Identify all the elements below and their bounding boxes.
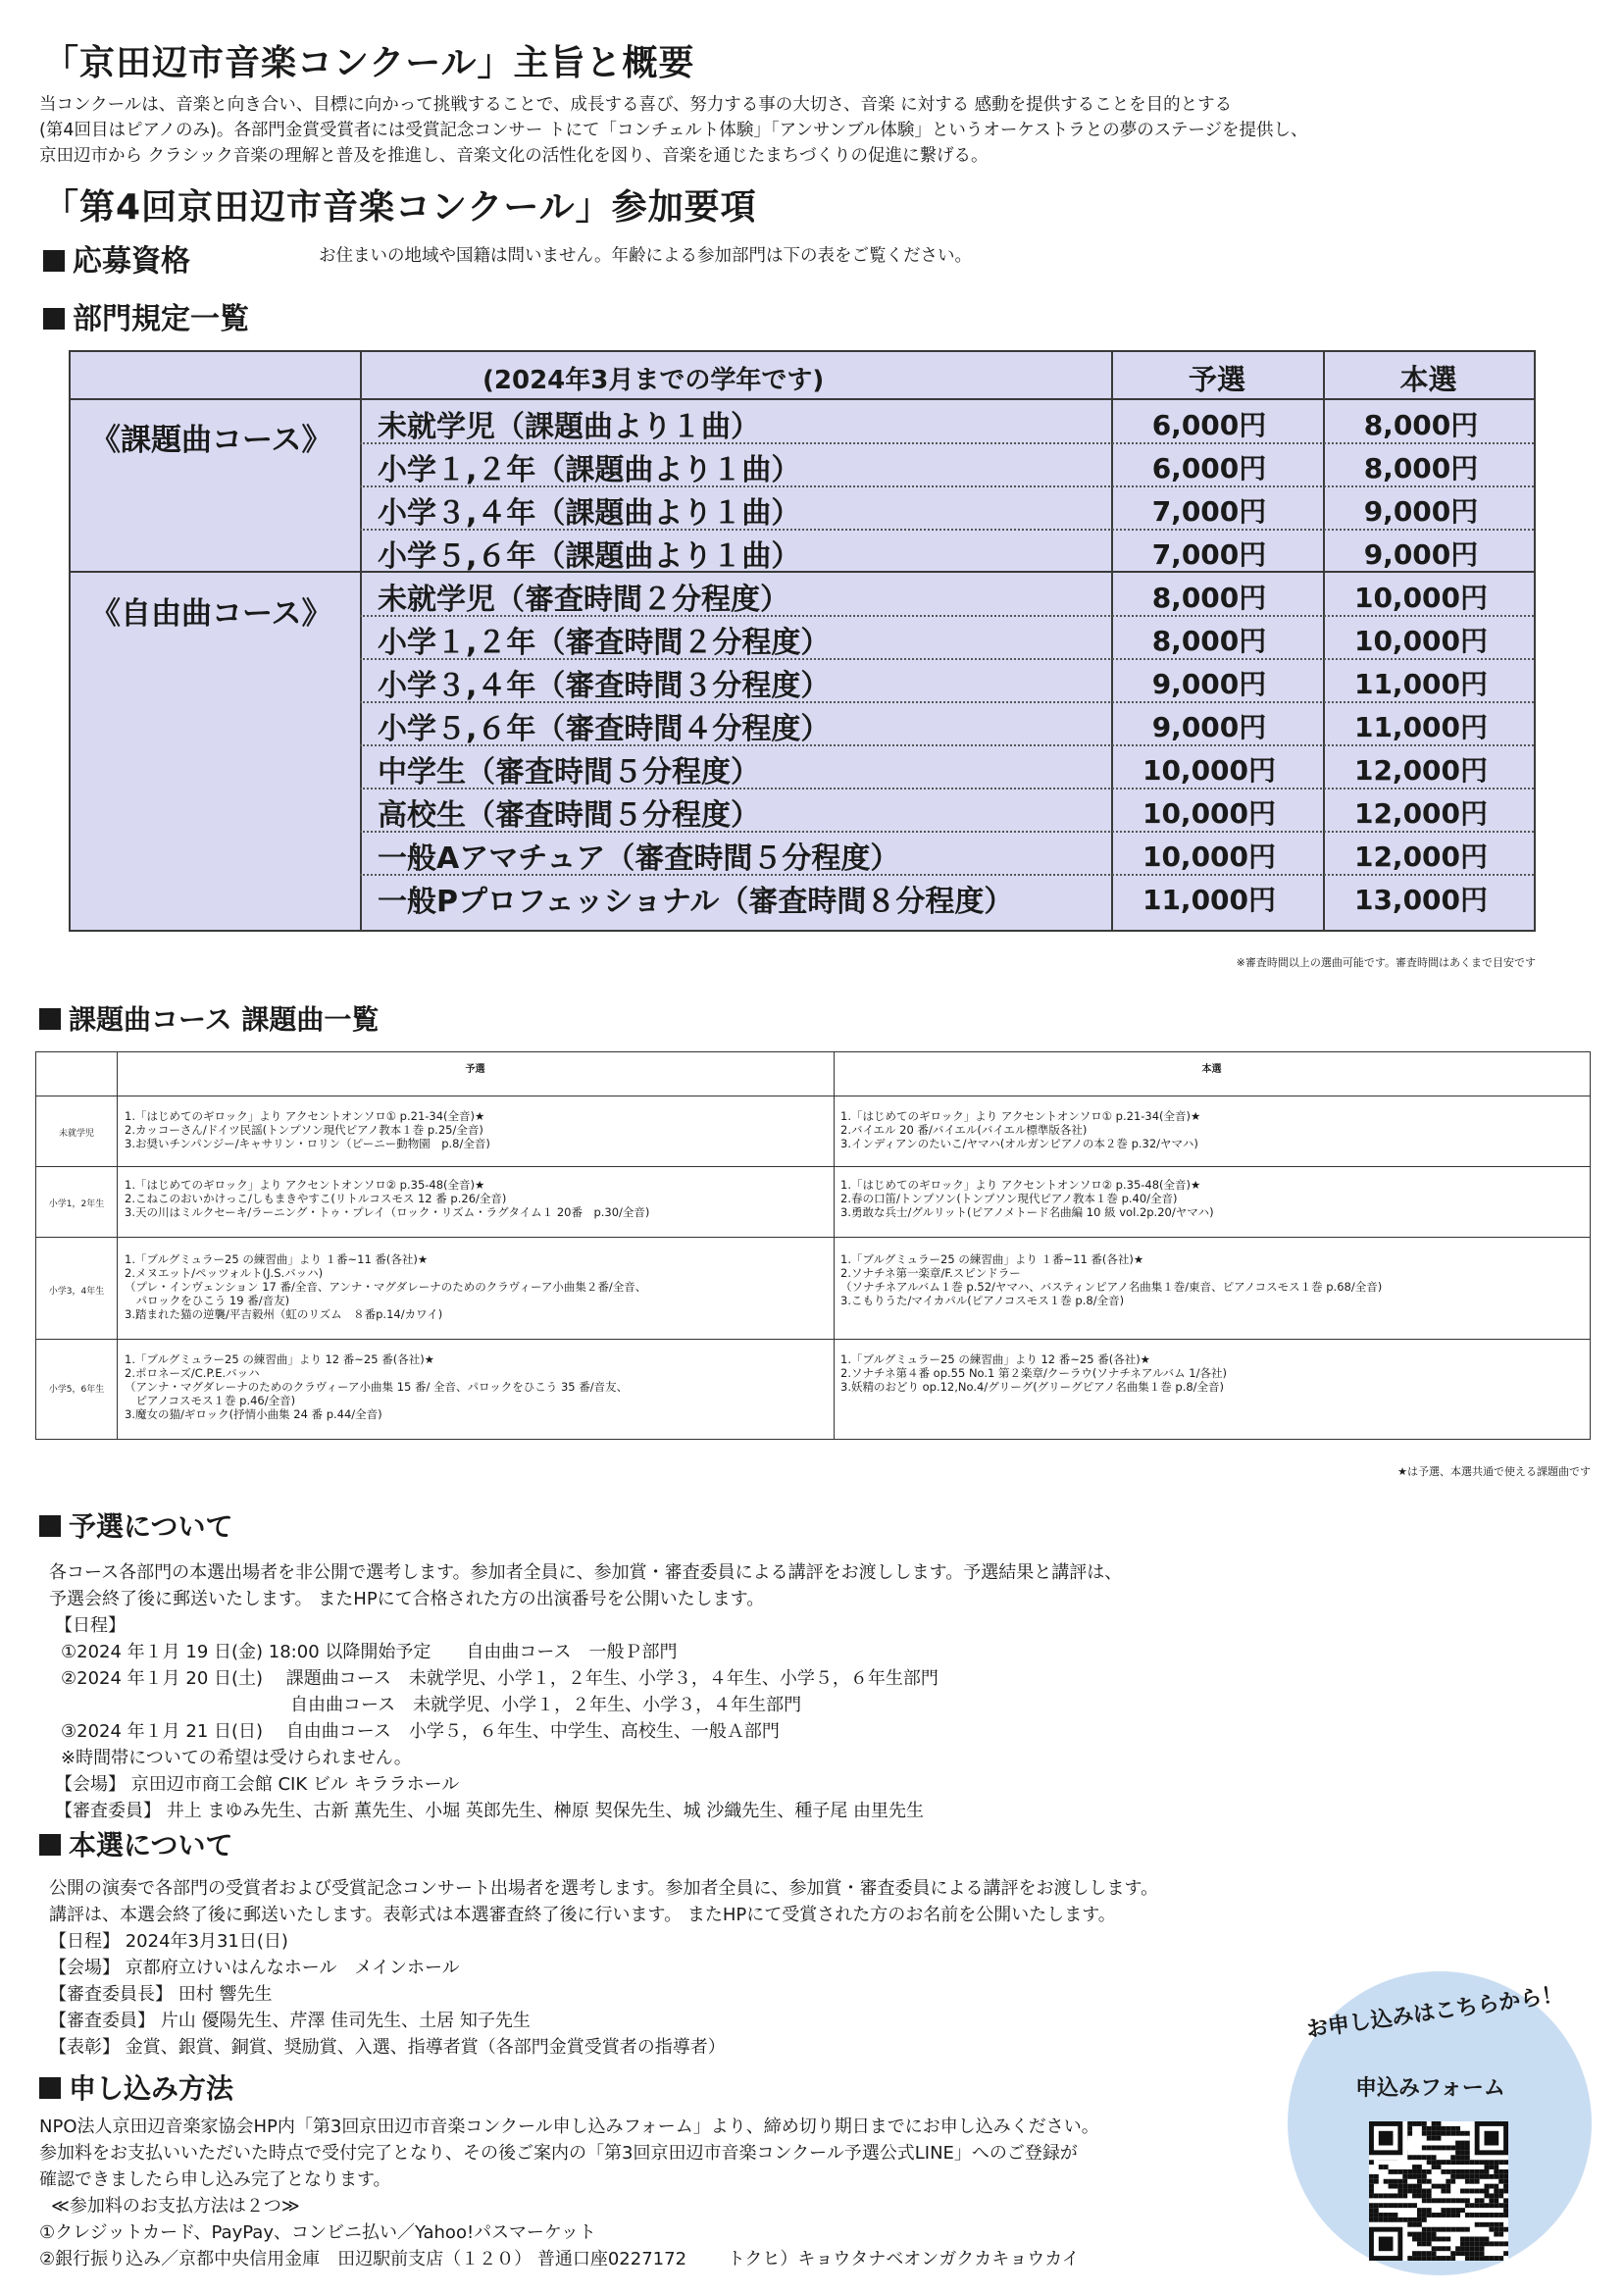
fee-row: 小学５,６年（課題曲より１曲） 7,000円 9,000円 — [378, 538, 1479, 574]
overview-title: 「京田辺市音楽コンクール」主旨と概要 — [43, 43, 695, 83]
pieces-col-prelim: 予選 — [465, 1064, 485, 1075]
fee-row: 一般Aアマチュア（審査時間５分程度） 10,000円 12,000円 — [378, 841, 1489, 876]
section-square-icon — [39, 1515, 61, 1537]
pieces-final-cell: 1.「ブルグミュラー25 の練習曲」より 12 番~25 番(各社)★ 2.ソナチネ第４番 op.55 No.1 第２楽章/クーラウ(ソナチネアルバム 1/各社) 3.妖精のおどり op.12,No.4/グリーグ(グリーグピアノ名曲集１巻 p.8/全音) — [840, 1352, 1227, 1394]
fee-row: 小学１,２年（審査時間２分程度） 8,000円 10,000円 — [378, 625, 1489, 660]
section-square-icon — [39, 2077, 61, 2099]
pieces-final-cell: 1.「ブルグミュラー25 の練習曲」より １番~11 番(各社)★ 2.ソナチネ第一楽章/F.スピンドラー （ソナチネアルバム１巻 p.52/ヤマハ、バスティンピアノ名曲集１巻/東音、ピアノコスモス１巻 p.68/全音) 3.こもりうた/マイカパル(ピアノコスモス１巻 p.8/全音) — [840, 1252, 1383, 1307]
apply-body: NPO法人京田辺音楽家協会HP内「第3回京田辺市音楽コンクール申し込みフォーム」より、締め切り期日までにお申し込みください。 参加料をお支払いいただいた時点で受付完了となり、その後ご案内の「第3回京田辺市音楽コンクール予選公式LINE」へのご登録が 確認できましたら申し込み完了となります。 ≪参加料のお支払方法は２つ≫ ①クレジットカード、PayPay、コンビニ払い／Yahoo!パスマーケット ②銀行振り込み／京都中央信用金庫 田辺駅前支店（１２０） 普通口座0227172 トクヒ）キョウタナベオンガクカキョウカイ — [39, 2116, 1099, 2269]
eligibility-heading: 応募資格 — [43, 236, 190, 280]
fee-row: 高校生（審査時間５分程度） 10,000円 12,000円 — [378, 797, 1489, 833]
course-name-set-piece: 《課題曲コース》 — [90, 423, 332, 458]
fee-row: 小学１,２年（課題曲より１曲） 6,000円 8,000円 — [378, 452, 1479, 487]
fee-row: 一般Pプロフェッショナル（審査時間８分程度） 11,000円 13,000円 — [378, 884, 1489, 919]
fee-row: 小学３,４年（課題曲より１曲） 7,000円 9,000円 — [378, 495, 1479, 531]
fee-table — [69, 350, 1536, 932]
final-heading: 本選について — [39, 1824, 232, 1863]
pieces-final-cell: 1.「はじめてのギロック」より アクセントオンソロ① p.21-34(全音)★ 2.バイエル 20 番/バイエル(バイエル標準版各社) 3.インディアンのたいこ/ヤマハ(オルガンピアノの本２巻 p.32/ヤマハ) — [840, 1109, 1201, 1150]
eligibility-text: お住まいの地域や国籍は問いません。年齢による参加部門は下の表をご覧ください。 — [319, 246, 973, 266]
pieces-prelim-cell: 1.「はじめてのギロック」より アクセントオンソロ② p.35-48(全音)★ 2.こねこのおいかけっこ/しもまきやすこ(リトルコスモス 12 番 p.26/全音) 3.天の川はミルクセーキ/ラーニング・トゥ・プレイ（ロック・リズム・ラグタイム１ 20番 p.30/全音) — [125, 1178, 650, 1219]
qr-code-icon[interactable] — [1369, 2121, 1508, 2261]
pieces-grade: 小学1，2年生 — [48, 1199, 105, 1209]
divisions-heading: 部門規定一覧 — [43, 294, 249, 337]
pieces-col-final: 本選 — [1201, 1064, 1222, 1075]
pieces-grade: 小学3，4年生 — [48, 1287, 105, 1297]
apply-form-label: 申込みフォーム — [1355, 2076, 1505, 2101]
overview-line: 京田辺市から クラシック音楽の理解と普及を推進し、音楽文化の活性化を図り、音楽を通じたまちづくりの促進に繋げる。 — [39, 146, 989, 166]
fee-row: 中学生（審査時間５分程度） 10,000円 12,000円 — [378, 754, 1489, 790]
pieces-prelim-cell: 1.「ブルグミュラー25 の練習曲」より 12 番~25 番(各社)★ 2.ポロネーズ/C.P.E.バッハ （アンナ・マグダレーナのためのクラヴィーア小曲集 15 番/ 全音、パロックをひこう 35 番/音友、 ピアノコスモス１巻 p.46/全音) 3.魔女の猫/ギロック(抒情小曲集 24 番 p.44/全音) — [125, 1352, 629, 1421]
fee-table-header-note: (2024年3月までの学年です) — [482, 366, 825, 395]
fee-row: 未就学児（審査時間２分程度） 8,000円 10,000円 — [378, 582, 1489, 617]
pieces-final-cell: 1.「はじめてのギロック」より アクセントオンソロ② p.35-48(全音)★ 2.春の口笛/トンプソン(トンプソン現代ピアノ教本１巻 p.40/全音) 3.勇敢な兵士/グルリット(ピアノメトード名曲編 10 級 vol.2p.20/ヤマハ) — [840, 1178, 1214, 1219]
fee-row: 未就学児（課題曲より１曲） 6,000円 8,000円 — [378, 409, 1479, 444]
final-body: 公開の演奏で各部門の受賞者および受賞記念コンサート出場者を選考します。参加者全員に、参加賞・審査委員による講評をお渡しします。 講評は、本選会終了後に郵送いたします。表彰式は本選審査終了後に行います。 またHPにて受賞された方のお名前を公開いたします。 【日程】 2024年3月31日(日) 【会場】 京都府立けいはんなホール メインホール 【審査委員長】 田村 響先生 【審査委員】 片山 優陽先生、芹澤 佳司先生、土居 知子先生 【表彰】 金賞、銀賞、銅賞、奨励賞、入選、指導者賞（各部門金賞受賞者の指導者） — [49, 1878, 1159, 2058]
pieces-grade: 未就学児 — [58, 1129, 94, 1139]
fee-row: 小学３,４年（審査時間３分程度） 9,000円 11,000円 — [378, 668, 1489, 703]
pieces-heading: 課題曲コース 課題曲一覧 — [39, 998, 379, 1038]
requirements-title: 「第4回京田辺市音楽コンクール」参加要項 — [43, 187, 757, 228]
apply-heading: 申し込み方法 — [39, 2067, 233, 2107]
prelim-heading: 予選について — [39, 1505, 232, 1545]
pieces-prelim-cell: 1.「ブルグミュラー25 の練習曲」より １番~11 番(各社)★ 2.メヌエット/ペッツォルト(J.S.バッハ) （プレ・インヴェンション 17 番/全音、アンナ・マグダレーナのためのクラヴィーア小曲集２番/全音、 パロックをひこう 19 番/音友) 3.踏まれた猫の逆襲/平吉毅州（虹のリズム ８番p.14/カワイ) — [125, 1252, 647, 1321]
prelim-body: 各コース各部門の本選出場者を非公開で選考します。参加者全員に、参加賞・審査委員による講評をお渡しします。予選結果と講評は、 予選会終了後に郵送いたします。 またHPにて合格された方の出演番号を公開いたします。 【日程】 ①2024 年１月 19 日(金) 18:00 以降開始予定 自由曲コース 一般Ｐ部門 ②2024 年１月 20 日(土) 課題曲コース 未就学児、小学１，２年生、小学３，４年生、小学５，６年生部門 自由曲コース 未就学児、小学１，２年生、小学３，４年生部門 ③2024 年１月 21 日(日) 自由曲コース 小学５，６年生、中学生、高校生、一般Ａ部門 ※時間帯についての希望は受けられません。 【会場】 京田辺市商工会館 CIK ビル キララホール 【審査委員】 井上 まゆみ先生、古新 薫先生、小堀 英郎先生、榊原 契保先生、城 沙織先生、種子尾 由里先生 — [49, 1562, 1123, 1821]
section-square-icon — [39, 1008, 61, 1030]
overview-line: 当コンクールは、音楽と向き合い、目標に向かって挑戦することで、成長する喜び、努力する事の大切さ、音楽 に対する 感動を提供することを目的とする — [39, 95, 1233, 115]
pieces-note: ★は予選、本選共通で使える課題曲です — [1397, 1465, 1591, 1478]
section-square-icon — [39, 1834, 61, 1856]
fee-table-note: ※審査時間以上の選曲可能です。審査時間はあくまで目安です — [1236, 956, 1536, 969]
qr-code-graphic — [1369, 2121, 1508, 2261]
fee-table-col-prelim: 予選 — [1188, 363, 1245, 396]
overview-text — [39, 92, 1308, 169]
fee-table-col-final: 本選 — [1399, 363, 1457, 396]
pieces-prelim-cell: 1.「はじめてのギロック」より アクセントオンソロ① p.21-34(全音)★ 2.カッコーさん/ドイツ民謡(トンプソン現代ピアノ教本１巻 p.25/全音) 3.お奨いチンパンジー/キャサリン・ロリン（ピーニー動物園 p.8/全音) — [125, 1109, 490, 1150]
pieces-grade: 小学5，6年生 — [48, 1385, 105, 1395]
section-square-icon — [43, 250, 65, 272]
pieces-table — [35, 1051, 1591, 1440]
course-name-free-piece: 《自由曲コース》 — [90, 596, 332, 632]
apply-callout: お申し込みはこちらから！ — [1304, 1982, 1565, 2043]
fee-row: 小学５,６年（審査時間４分程度） 9,000円 11,000円 — [378, 711, 1489, 746]
section-square-icon — [43, 308, 65, 330]
overview-line: (第4回目はピアノのみ)。各部門金賞受賞者には受賞記念コンサー トにて「コンチェルト体験」「アンサンブル体験」というオーケストラとの夢のステージを提供し、 — [39, 121, 1308, 140]
